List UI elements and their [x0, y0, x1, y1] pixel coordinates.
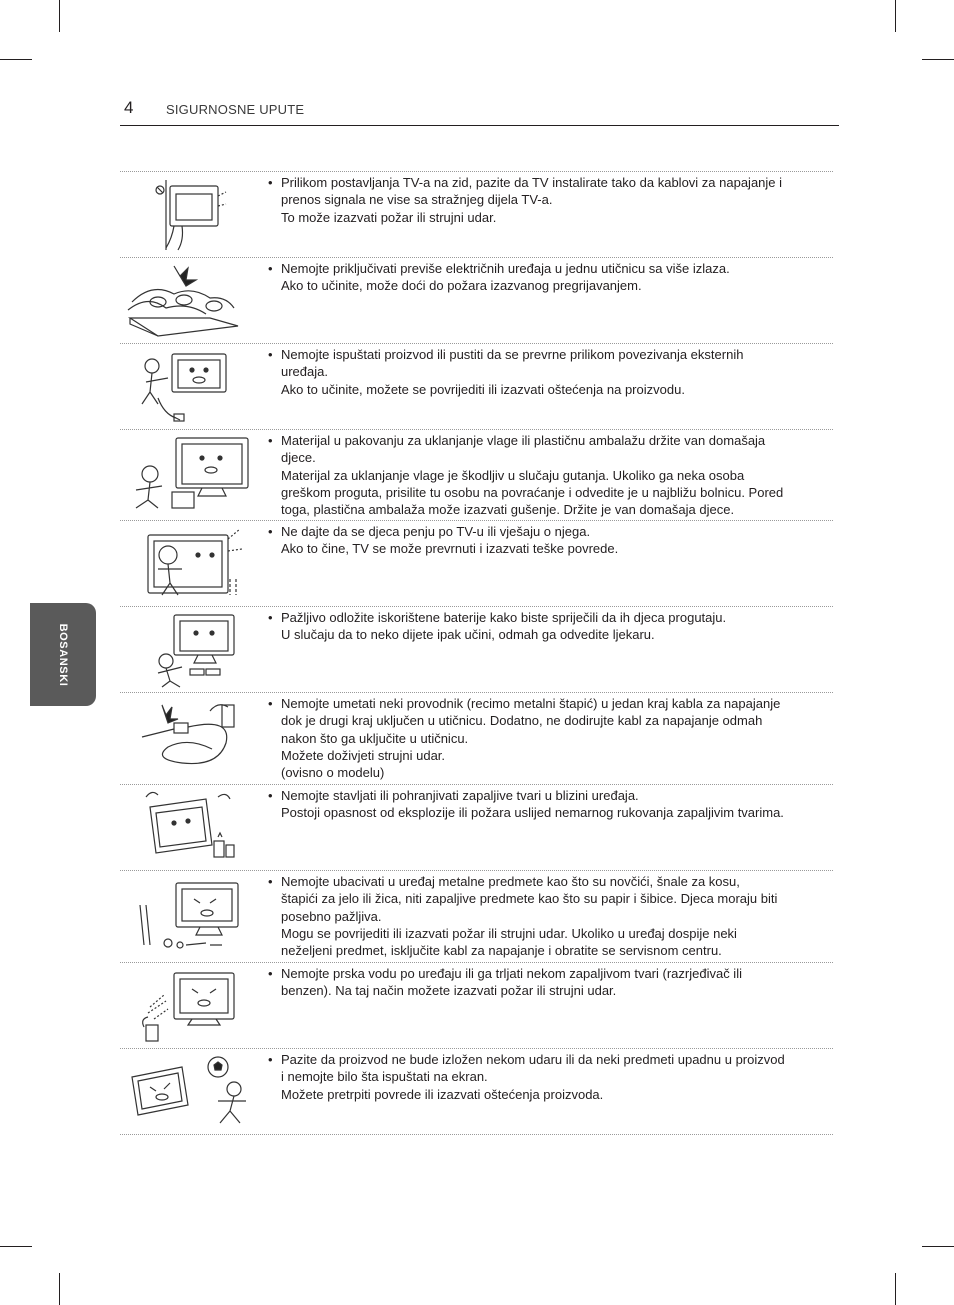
- instruction-line: Možete pretrpiti povrede ili izazvati oštećenja proizvoda.: [281, 1086, 604, 1102]
- instruction-line: Ne dajte da se djeca penju po TV-u ili vješaju o njega.: [281, 524, 591, 539]
- instruction-line: Materijal za uklanjanje vlage je škodljiv u slučaju gutanja. Ukoliko ga neka osoba: [281, 467, 745, 483]
- instruction-line: Ako to čine, TV se može prevrnuti i izazvati teške povrede.: [281, 541, 619, 557]
- safety-item: [120, 172, 833, 258]
- section-title: SIGURNOSNE UPUTE: [166, 102, 305, 117]
- instruction-line: Nemojte ubacivati u uređaj metalne predmete kao što su novčići, šnale za kosu,: [281, 874, 740, 889]
- safety-item: [120, 963, 833, 1049]
- safety-item: [120, 521, 833, 607]
- language-side-tab: [30, 603, 96, 706]
- child-climbing-tv-icon: [122, 525, 258, 603]
- instruction-line: dok je drugi kraj uključen u utičnicu. Dodatno, ne dodirujte kabl za napajanje odmah: [281, 713, 763, 729]
- instruction-line: Prilikom postavljanja TV-a na zid, pazite da TV instalirate tako da kablovi za napajanje i: [281, 175, 783, 190]
- instruction-line: neželjeni predmet, isključite kabl za napajanje i obratite se servisnom centru.: [281, 943, 722, 959]
- instruction-line: Ako to učinite, može doći do požara izazvanog pregrijavanjem.: [281, 278, 642, 294]
- instruction-line: djece.: [281, 450, 316, 466]
- tv-wall-cables-icon: [122, 176, 258, 254]
- instruction-line: benzen). Na taj način možete izazvati požar ili strujni udar.: [281, 983, 617, 999]
- bullet: •: [268, 966, 273, 981]
- child-pulling-cable-icon: [122, 348, 258, 426]
- instruction-line: Pazite da proizvod ne bude izložen nekom udaru ili da neki predmeti upadnu u proizvod: [281, 1052, 785, 1067]
- bullet: •: [268, 610, 273, 625]
- instruction-line: greškom proguta, prisilite tu osobu na povraćanje i odvedite je u najbližu bolnicu. Pored: [281, 484, 784, 500]
- instruction-line: Možete doživjeti strujni udar.: [281, 747, 446, 763]
- bullet: •: [268, 433, 273, 448]
- safety-item: [120, 344, 833, 430]
- safety-item: [120, 785, 833, 871]
- safety-item: [120, 1049, 833, 1135]
- metal-rod-plug-icon: [122, 697, 258, 775]
- crop-mark: [59, 0, 60, 32]
- page-number: 4: [124, 98, 134, 117]
- safety-item: [120, 693, 833, 785]
- crop-mark: [922, 1246, 954, 1247]
- bullet: •: [268, 261, 273, 276]
- crop-mark: [0, 1246, 32, 1247]
- child-batteries-icon: [122, 611, 258, 689]
- water-spray-icon: [122, 967, 258, 1045]
- instruction-line: uređaja.: [281, 364, 328, 380]
- overloaded-power-strip-icon: [122, 262, 258, 340]
- bullet: •: [268, 874, 273, 889]
- instruction-line: toga, plastična ambalaža može izazvati gušenje. Držite je van domašaja djece.: [281, 502, 735, 518]
- instruction-line: Pažljivo odložite iskorištene baterije kako biste spriječili da ih djeca progutaju.: [281, 610, 727, 625]
- instruction-line: To može izazvati požar ili strujni udar.: [281, 209, 497, 225]
- crop-mark: [922, 59, 954, 60]
- safety-item: [120, 258, 833, 344]
- crop-mark: [895, 0, 896, 32]
- instruction-line: Nemojte umetati neki provodnik (recimo metalni štapić) u jedan kraj kabla za napajanje: [281, 696, 781, 711]
- child-packaging-icon: [122, 434, 258, 512]
- instruction-line: Nemojte prska vodu po uređaju ili ga trljati nekom zapaljivom tvari (razrjeđivač ili: [281, 966, 742, 981]
- instruction-line: Nemojte stavljati ili pohranjivati zapaljive tvari u blizini uređaja.: [281, 788, 639, 803]
- instruction-line: Materijal u pakovanju za uklanjanje vlage ili plastičnu ambalažu držite van domašaja: [281, 433, 766, 448]
- crop-mark: [895, 1273, 896, 1305]
- bullet: •: [268, 347, 273, 362]
- instruction-line: prenos signala ne vise sa stražnjeg dijela TV-a.: [281, 192, 553, 208]
- bullet: •: [268, 524, 273, 539]
- instruction-line: (ovisno o modelu): [281, 765, 385, 781]
- bullet: •: [268, 1052, 273, 1067]
- page-header: [120, 96, 839, 126]
- crop-mark: [59, 1273, 60, 1305]
- instruction-line: Nemojte priključivati previše električnih uređaja u jednu utičnicu sa više izlaza.: [281, 261, 730, 276]
- bullet: •: [268, 696, 273, 711]
- instruction-line: U slučaju da to neko dijete ipak učini, odmah ga odvedite ljekaru.: [281, 627, 655, 643]
- flammable-items-icon: [122, 789, 258, 867]
- instruction-line: posebno pažljiva.: [281, 908, 382, 924]
- instruction-line: štapići za jelo ili žica, niti zapaljive predmete kao što su papir i šibice. Djeca moraju biti: [281, 891, 778, 907]
- ball-impact-icon: [122, 1053, 258, 1131]
- crop-mark: [0, 59, 32, 60]
- language-label: BOSANSKI: [57, 623, 69, 686]
- instruction-line: Ako to učinite, možete se povrijediti ili izazvati oštećenja na proizvodu.: [281, 381, 685, 397]
- bullet: •: [268, 788, 273, 803]
- safety-item: [120, 430, 833, 521]
- instruction-line: i nemojte bilo šta ispuštati na ekran.: [281, 1069, 488, 1085]
- instruction-line: Postoji opasnost od eksplozije ili požara uslijed nemarnog rukovanja zapaljivim tvarima.: [281, 805, 784, 821]
- safety-item: [120, 607, 833, 693]
- instruction-line: nakon što ga uključite u utičnicu.: [281, 730, 469, 746]
- safety-instructions-list: [120, 171, 833, 1135]
- bullet: •: [268, 175, 273, 190]
- metal-objects-icon: [122, 875, 258, 953]
- safety-item: [120, 871, 833, 963]
- instruction-line: Nemojte ispuštati proizvod ili pustiti da se prevrne prilikom povezivanja eksternih: [281, 347, 744, 362]
- instruction-line: Mogu se povrijediti ili izazvati požar ili strujni udar. Ukoliko u uređaj dospije neki: [281, 925, 737, 941]
